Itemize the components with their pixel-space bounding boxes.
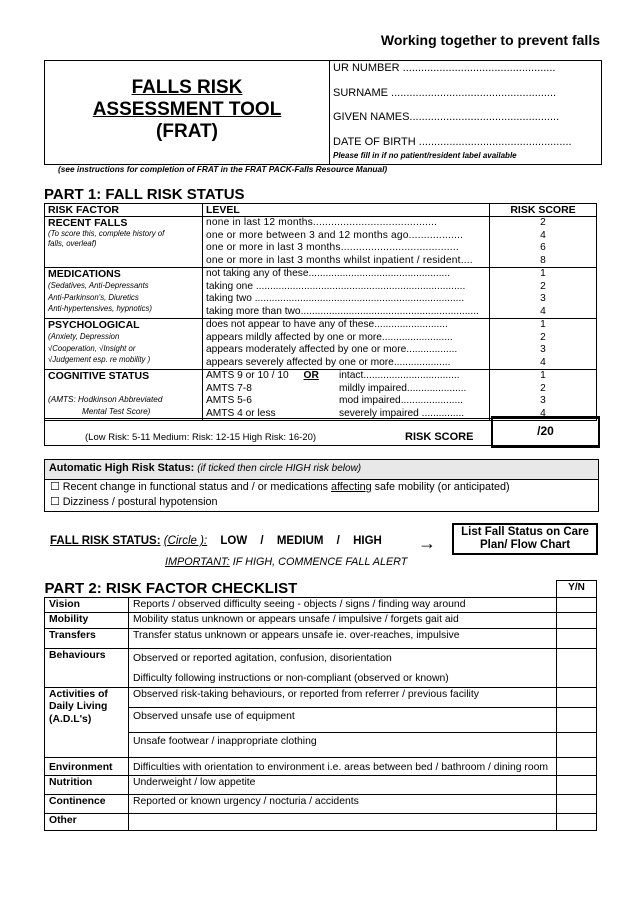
factor-sub: Mental Test Score) — [82, 406, 151, 416]
circle-hint: (Circle ): — [163, 535, 208, 547]
score-value[interactable]: 3 — [540, 395, 546, 406]
checklist-text: Observed unsafe use of equipment — [129, 707, 557, 732]
automatic-high-risk-box — [44, 459, 599, 512]
checklist-category: Mobility — [45, 613, 129, 629]
factor-sub-blank — [48, 382, 199, 394]
checkbox-icon[interactable]: ☐ — [50, 481, 60, 493]
factor-name: PSYCHOLOGICAL — [48, 319, 140, 331]
patient-label-area — [333, 61, 597, 160]
checklist-text: Difficulty following instructions or non-compliant (observed or known) — [133, 673, 449, 684]
score-value[interactable]: 4 — [540, 305, 546, 317]
care-plan-box: List Fall Status on Care Plan/ Flow Chart — [452, 523, 598, 555]
status-medium[interactable]: MEDIUM — [276, 535, 324, 547]
checklist-text: Observed or reported agitation, confusion, disorientation — [133, 652, 392, 664]
status-sep: / — [260, 535, 264, 547]
checklist-text-block — [129, 648, 557, 687]
checkbox-icon[interactable]: ☐ — [50, 496, 60, 508]
surname-field[interactable]: SURNAME ...................................................... — [333, 86, 557, 99]
amts-range: AMTS 4 or less — [206, 407, 276, 419]
checklist-category: Environment — [45, 757, 129, 776]
score-value[interactable]: 4 — [540, 407, 546, 419]
yn-field[interactable] — [557, 814, 597, 831]
factor-sub: falls, overleaf) — [48, 239, 97, 248]
checklist-row-other — [45, 814, 597, 831]
level-option[interactable]: one or more in last 3 months whilst inpatient / resident.... — [206, 254, 473, 266]
dob-field[interactable]: DATE OF BIRTH .................................................. — [333, 135, 572, 148]
auto-item-1-post: safe mobility (or anticipated) — [371, 481, 510, 493]
factor-sub: (Anxiety, Depression — [48, 332, 120, 341]
factor-sub: Anti-Parkinson's, Diuretics — [48, 292, 139, 302]
title-line1: FALLS RISK — [131, 77, 243, 98]
level-option[interactable]: appears mildly affected by one or more......................... — [206, 331, 453, 343]
auto-item-1[interactable] — [45, 480, 598, 495]
col-level: LEVEL — [203, 204, 490, 217]
yn-header: Y/N — [557, 581, 597, 598]
yn-field[interactable] — [557, 757, 597, 776]
auto-item-2[interactable] — [45, 495, 598, 510]
level-option[interactable]: taking more than two............................................................... — [206, 305, 479, 317]
score-value[interactable]: 2 — [540, 331, 546, 343]
score-value[interactable]: 6 — [540, 242, 546, 253]
checklist-header-row — [45, 581, 597, 598]
checklist-row-environment — [45, 757, 597, 776]
checklist-other-field[interactable] — [129, 814, 557, 831]
checklist-text: Unsafe footwear / inappropriate clothing — [129, 732, 557, 757]
score-value[interactable]: 4 — [540, 229, 546, 241]
level-option[interactable]: appears moderately affected by one or more.................. — [206, 344, 458, 355]
score-value[interactable]: 1 — [540, 319, 546, 330]
checklist-row-transfers — [45, 628, 597, 648]
checklist-row-mobility — [45, 613, 597, 629]
score-value[interactable]: 2 — [540, 382, 546, 394]
amts-desc: intact.................................. — [339, 370, 460, 381]
auto-title: Automatic High Risk Status: — [49, 462, 195, 474]
checklist-category: Other — [45, 814, 129, 831]
checklist-category: Activities of Daily Living (A.D.L's) — [45, 687, 129, 757]
level-option[interactable]: appears severely affected by one or more.................... — [206, 356, 451, 368]
risk-total-row — [44, 418, 599, 446]
given-names-field[interactable]: GIVEN NAMES................................................. — [333, 111, 560, 123]
score-value[interactable]: 8 — [540, 254, 546, 266]
amts-desc: severely impaired ............... — [339, 407, 465, 419]
risk-score-label: RISK SCORE — [405, 431, 474, 443]
auto-item-1-link: affecting — [330, 481, 372, 493]
checklist-text: Underweight / low appetite — [129, 776, 557, 795]
amts-option[interactable] — [206, 383, 486, 396]
yn-field[interactable] — [557, 776, 597, 795]
checklist-text: Reports / observed difficulty seeing - objects / signs / finding way around — [129, 597, 557, 613]
auto-item-1-pre: Recent change in functional status and / or medications — [62, 481, 331, 493]
checklist-row-adl — [45, 687, 597, 707]
ur-number-field[interactable]: UR NUMBER .................................................. — [333, 62, 556, 74]
factor-row-recent-falls — [45, 217, 597, 268]
important-text: IF HIGH, COMMENCE FALL ALERT — [229, 556, 408, 568]
score-value[interactable]: 3 — [540, 293, 546, 304]
status-low[interactable]: LOW — [220, 535, 248, 547]
factor-name: COGNITIVE STATUS — [48, 370, 150, 382]
fall-risk-status — [50, 535, 382, 547]
yn-field[interactable] — [557, 687, 597, 707]
level-option[interactable]: none in last 12 months......................................... — [206, 217, 438, 228]
part1-title: PART 1: FALL RISK STATUS — [44, 186, 245, 203]
risk-score-total-field[interactable]: /20 — [491, 416, 600, 448]
checklist-row-vision — [45, 597, 597, 613]
factor-sub: Anti-hypertensives, hypnotics) — [48, 304, 153, 313]
checklist-text: Mobility status unknown or appears unsafe / impulsive / forgets gait aid — [129, 613, 557, 629]
amts-option[interactable] — [206, 370, 486, 383]
checklist-category: Continence — [45, 795, 129, 814]
yn-field[interactable] — [557, 628, 597, 648]
level-option[interactable]: taking two .......................................................................... — [206, 293, 465, 304]
level-option[interactable]: does not appear to have any of these.......................... — [206, 319, 448, 330]
level-option[interactable]: one or more in last 3 months....................................... — [206, 242, 459, 253]
factor-row-cognitive — [45, 370, 597, 421]
score-value[interactable]: 1 — [540, 370, 546, 381]
risk-legend: (Low Risk: 5-11 Medium: Risk: 12-15 High Risk: 16-20) — [85, 432, 317, 443]
factor-sub: (AMTS: Hodkinson Abbreviated — [48, 395, 163, 404]
score-value[interactable]: 3 — [540, 344, 546, 355]
checklist-text: Transfer status unknown or appears unsafe ie. over-reaches, impulsive — [129, 628, 557, 648]
col-risk-score: RISK SCORE — [490, 204, 597, 217]
instructions: (see instructions for completion of FRAT in the FRAT PACK-Falls Resource Manual) — [58, 164, 388, 174]
factor-sub: √Judgement esp. re mobility ) — [48, 355, 151, 364]
col-risk-factor: RISK FACTOR — [45, 204, 203, 217]
checklist-text: Reported or known urgency / nocturia / accidents — [129, 795, 557, 814]
checklist-row-behaviours — [45, 648, 597, 687]
title-line2: ASSESSMENT TOOL — [92, 99, 282, 120]
patient-note: Please fill in if no patient/resident label available — [333, 150, 517, 160]
arrow-right-icon: → — [418, 533, 436, 553]
important-note — [165, 556, 407, 568]
risk-status-table — [44, 203, 597, 421]
checklist-row-nutrition — [45, 776, 597, 795]
factor-row-medications — [45, 268, 597, 319]
factor-name: MEDICATIONS — [48, 268, 121, 280]
score-value[interactable]: 2 — [540, 217, 546, 228]
score-value[interactable]: 2 — [540, 280, 546, 292]
checklist-category: Transfers — [45, 628, 129, 648]
amts-range: AMTS 5-6 — [206, 395, 252, 406]
amts-desc: mildly impaired..................... — [339, 382, 467, 394]
part2-title: PART 2: RISK FACTOR CHECKLIST — [44, 579, 298, 597]
checklist-category: Nutrition — [45, 776, 129, 795]
auto-header — [45, 460, 598, 480]
score-value[interactable]: 1 — [540, 268, 546, 279]
checklist-row-continence — [45, 795, 597, 814]
level-option[interactable]: one or more between 3 and 12 months ago.................. — [206, 229, 464, 241]
amts-desc: mod impaired...................... — [339, 395, 463, 406]
fall-risk-status-label: FALL RISK STATUS: — [50, 535, 161, 547]
factor-row-psychological — [45, 319, 597, 370]
title-area — [45, 61, 330, 164]
auto-item-2-text: Dizziness / postural hypotension — [62, 496, 218, 508]
factor-name: RECENT FALLS — [48, 217, 128, 229]
factor-sub: (To score this, complete history of — [48, 229, 165, 238]
auto-hint: (if ticked then circle HIGH risk below) — [197, 463, 362, 474]
title-line3: (FRAT) — [156, 121, 218, 142]
status-high[interactable]: HIGH — [353, 535, 382, 547]
factor-sub: (Sedatives, Anti-Depressants — [48, 281, 149, 290]
yn-field[interactable] — [557, 613, 597, 629]
header-box — [44, 60, 602, 165]
checklist-category: Behaviours — [45, 648, 129, 687]
yn-field[interactable] — [557, 597, 597, 613]
yn-field[interactable] — [557, 648, 597, 687]
yn-field[interactable] — [557, 707, 597, 732]
amts-range: AMTS 7-8 — [206, 382, 252, 394]
tagline: Working together to prevent falls — [380, 32, 600, 48]
factor-sub: √Cooperation, √Insight or — [48, 343, 136, 353]
risk-factor-checklist — [44, 580, 597, 831]
or-word: OR — [303, 370, 319, 381]
amts-option[interactable] — [206, 395, 486, 408]
important-label: IMPORTANT: — [165, 556, 230, 568]
table-header-row — [45, 204, 597, 217]
yn-field[interactable] — [557, 795, 597, 814]
score-value[interactable]: 4 — [540, 356, 546, 368]
level-option[interactable]: taking one .......................................................................... — [206, 280, 466, 292]
checklist-text: Observed risk-taking behaviours, or reported from referrer / previous facility — [129, 687, 557, 707]
yn-field[interactable] — [557, 732, 597, 757]
checklist-category: Vision — [45, 597, 129, 613]
level-option[interactable]: not taking any of these.................................................. — [206, 268, 451, 279]
status-sep: / — [336, 535, 340, 547]
checklist-text: Difficulties with orientation to environment i.e. areas between bed / bathroom / dining room — [129, 757, 557, 776]
amts-range: AMTS 9 or 10 / 10 — [206, 370, 289, 381]
